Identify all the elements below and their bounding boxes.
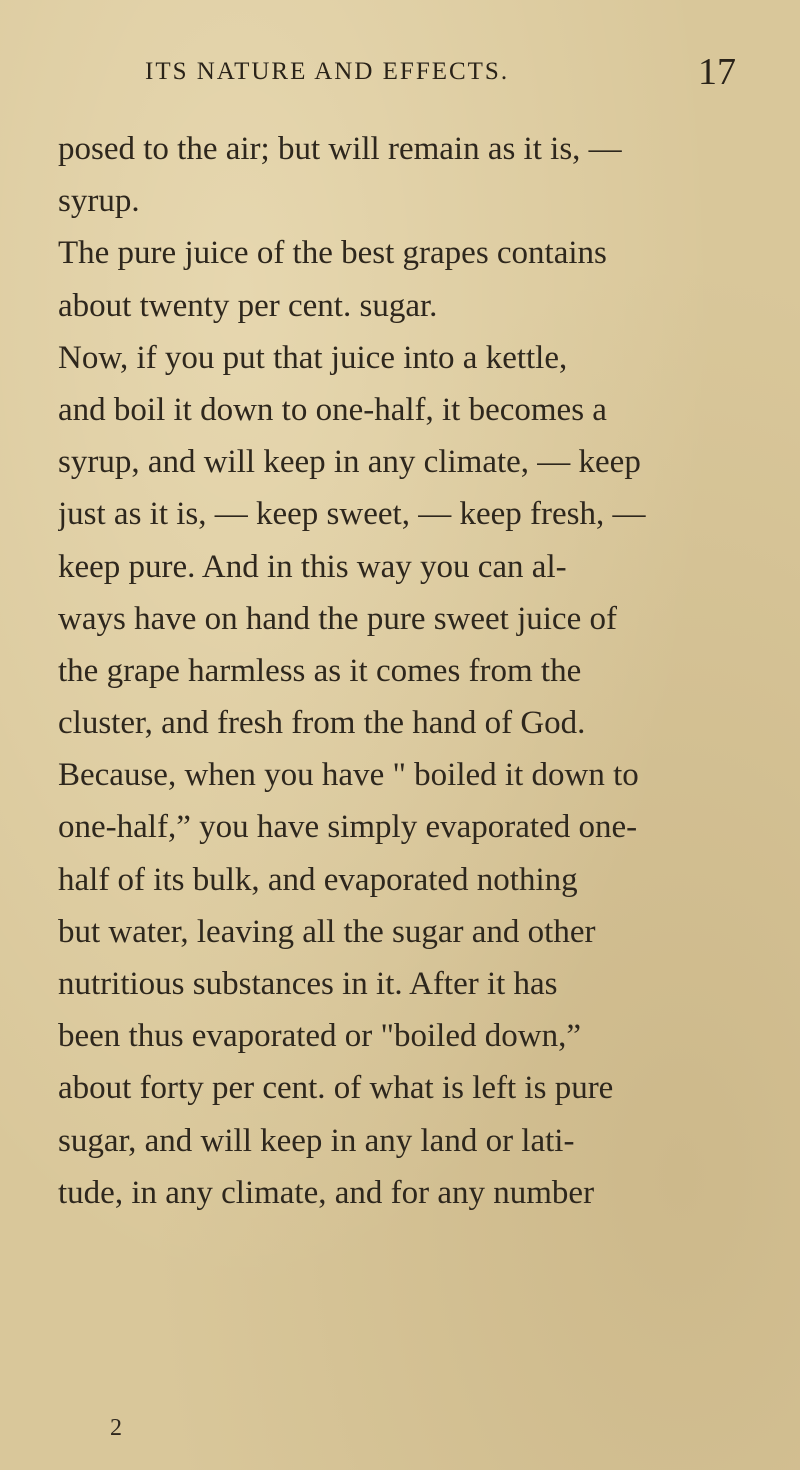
text-line: tude, in any climate, and for any number [58,1174,595,1211]
text-line: been thus evaporated or "boiled down,” [58,1018,581,1055]
text-line: but water, leaving all the sugar and other [58,913,596,950]
page-header [0,48,800,98]
text-line: syrup, and will keep in any climate, — keep [58,444,641,481]
text-line: posed to the air; but will remain as it is, — [58,131,622,167]
running-head: ITS NATURE AND EFFECTS. [145,58,510,85]
text-line: nutritious substances in it. After it has [58,966,558,1002]
signature-mark: 2 [110,1415,122,1441]
body-text [58,123,748,1219]
text-line: about forty per cent. of what is left is pure [58,1070,614,1107]
text-line: half of its bulk, and evaporated nothing [58,861,578,898]
text-line: just as it is, — keep sweet, — keep fresh, — [58,496,646,533]
text-line: The pure juice of the best grapes contains [58,235,607,272]
text-line: cluster, and fresh from the hand of God. [58,705,586,742]
text-line: the grape harmless as it comes from the [58,652,582,689]
text-line: ways have on hand the pure sweet juice of [58,600,617,637]
text-line: sugar, and will keep in any land or lati- [58,1122,575,1159]
text-line: about twenty per cent. sugar. [58,287,438,324]
text-line: syrup. [58,183,140,220]
text-line: Now, if you put that juice into a kettle, [58,339,568,376]
text-line: one-half,” you have simply evaporated one- [58,809,638,846]
page-number: 17 [698,51,736,93]
text-line: Because, when you have " boiled it down to [58,757,639,794]
text-line: and boil it down to one-half, it becomes a [58,391,607,428]
text-line: keep pure. And in this way you can al- [58,548,567,585]
